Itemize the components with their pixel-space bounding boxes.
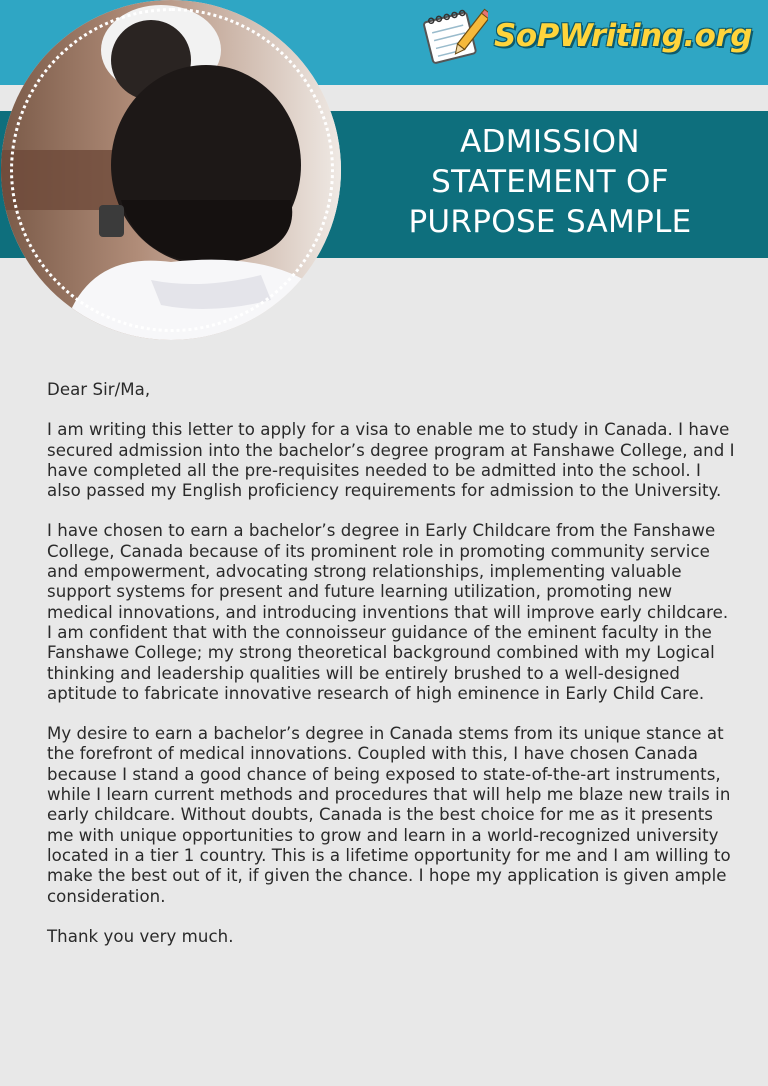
closing: Thank you very much.: [47, 926, 234, 946]
paragraph-3: My desire to earn a bachelor’s degree in Canada stems from its unique stance at the forefront of medical innovations. Coupled with this, I have chosen Canada because I stand a good chance of being exposed to state-of-the-art instruments, while I learn current methods and procedures that will help me blaze new trails in early childcare. Without doubts, Canada is the best choice for me as it presents me with unique opportunities to grow and learn in a world-recognized university located in a tier 1 country. This is a lifetime opportunity for me and I am willing to make the best out of it, if given the chance. I hope my application is given ample consideration.: [47, 724, 731, 906]
paragraph-1: I am writing this letter to apply for a visa to enable me to study in Canada. I have secured admission into the bachelor’s degree program at Fanshawe College, and I have completed all the pre-requisites needed to be admitted into the school. I also passed my English proficiency requirements for admission to the University.: [47, 420, 735, 501]
hero-photo: [1, 0, 341, 340]
letter-body: [47, 380, 737, 967]
title-line-3: PURPOSE SAMPLE: [408, 204, 692, 240]
logo-text: SoPWriting.org: [494, 18, 752, 54]
notepad-pencil-icon: [418, 6, 488, 66]
site-logo[interactable]: [418, 6, 763, 66]
paragraph-2: I have chosen to earn a bachelor’s degree in Early Childcare from the Fanshawe College, Canada because of its prominent role in promoting community service and empowerment, advocating strong relationships, implementing valuable support systems for present and future learning utilization, promoting new medical innovations, and introducing inventions that will improve early childcare. I am confident that with the connoisseur guidance of the eminent faculty in the Fanshawe College; my strong theoretical background combined with my Logical thinking and leadership qualities will be entirely brushed to a well-designed aptitude to fabricate innovative research of high eminence in Early Child Care.: [47, 521, 729, 703]
page-title: [350, 122, 750, 242]
salutation: Dear Sir/Ma,: [47, 380, 151, 399]
dotted-photo-ring: [10, 8, 334, 332]
title-line-2: STATEMENT OF: [431, 164, 669, 200]
title-line-1: ADMISSION: [460, 124, 640, 160]
